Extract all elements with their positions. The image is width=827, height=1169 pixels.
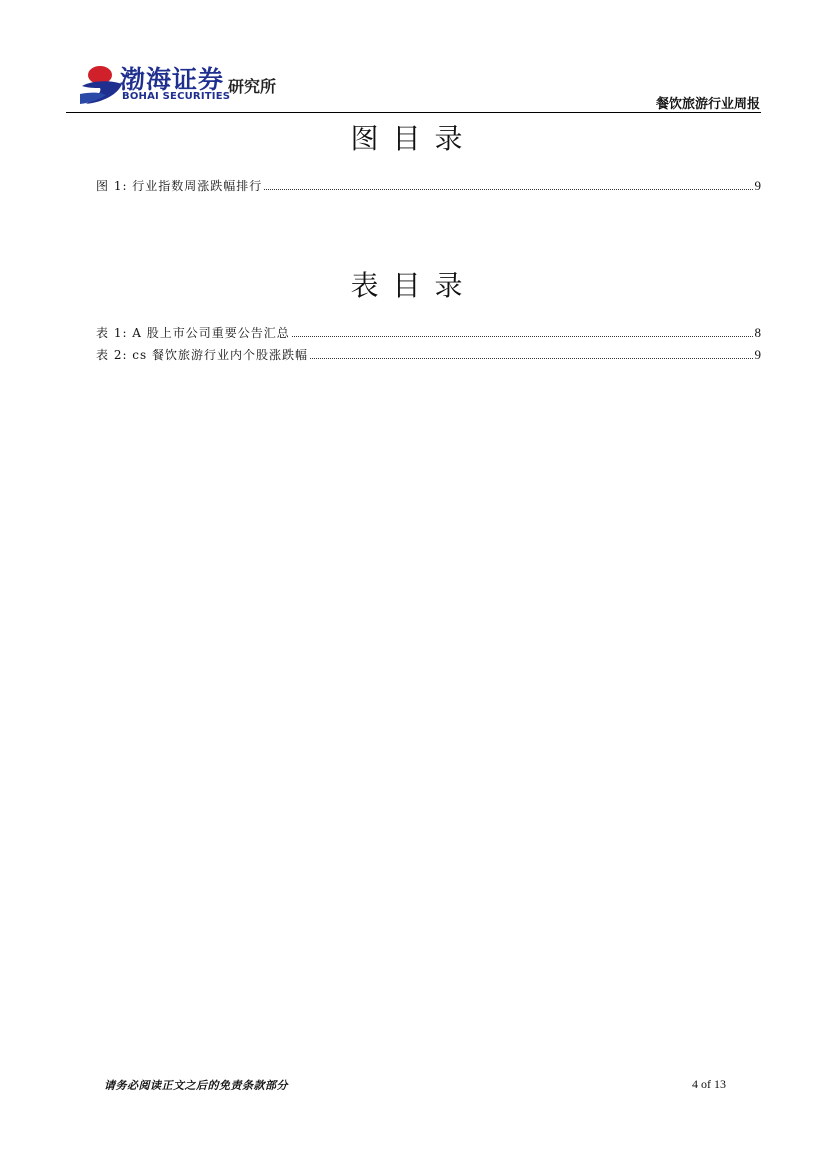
tables-toc-title: 表目录 [350, 269, 477, 302]
toc-entry-page: 9 [754, 347, 761, 362]
bohai-logo-icon [78, 62, 124, 106]
figure-toc-entry[interactable] [96, 176, 761, 194]
toc-dot-leader [310, 358, 752, 359]
footer-disclaimer: 请务必阅读正文之后的免责条款部分 [104, 1079, 288, 1092]
page-header [0, 0, 827, 120]
table-toc-entry[interactable] [96, 345, 761, 363]
toc-entry-label: 表 1: A 股上市公司重要公告汇总 [96, 326, 290, 340]
figures-toc-title: 图目录 [350, 122, 477, 155]
toc-dot-leader [292, 336, 753, 337]
toc-entry-label: 表 2: cs 餐饮旅游行业内个股涨跌幅 [96, 348, 309, 362]
page-number: 4 of 13 [692, 1077, 726, 1091]
brand-name-en: BOHAI SECURITIES [122, 91, 231, 102]
toc-entry-page: 8 [754, 325, 761, 340]
toc-dot-leader [264, 189, 752, 190]
toc-entry-label: 图 1: 行业指数周涨跌幅排行 [96, 179, 263, 193]
header-divider [66, 112, 761, 113]
brand-name-cn: 渤海证券 [120, 65, 225, 94]
toc-entry-page: 9 [754, 178, 761, 193]
report-type: 餐饮旅游行业周报 [655, 97, 760, 112]
table-toc-entry[interactable] [96, 323, 761, 341]
brand-department: 研究所 [228, 77, 277, 96]
